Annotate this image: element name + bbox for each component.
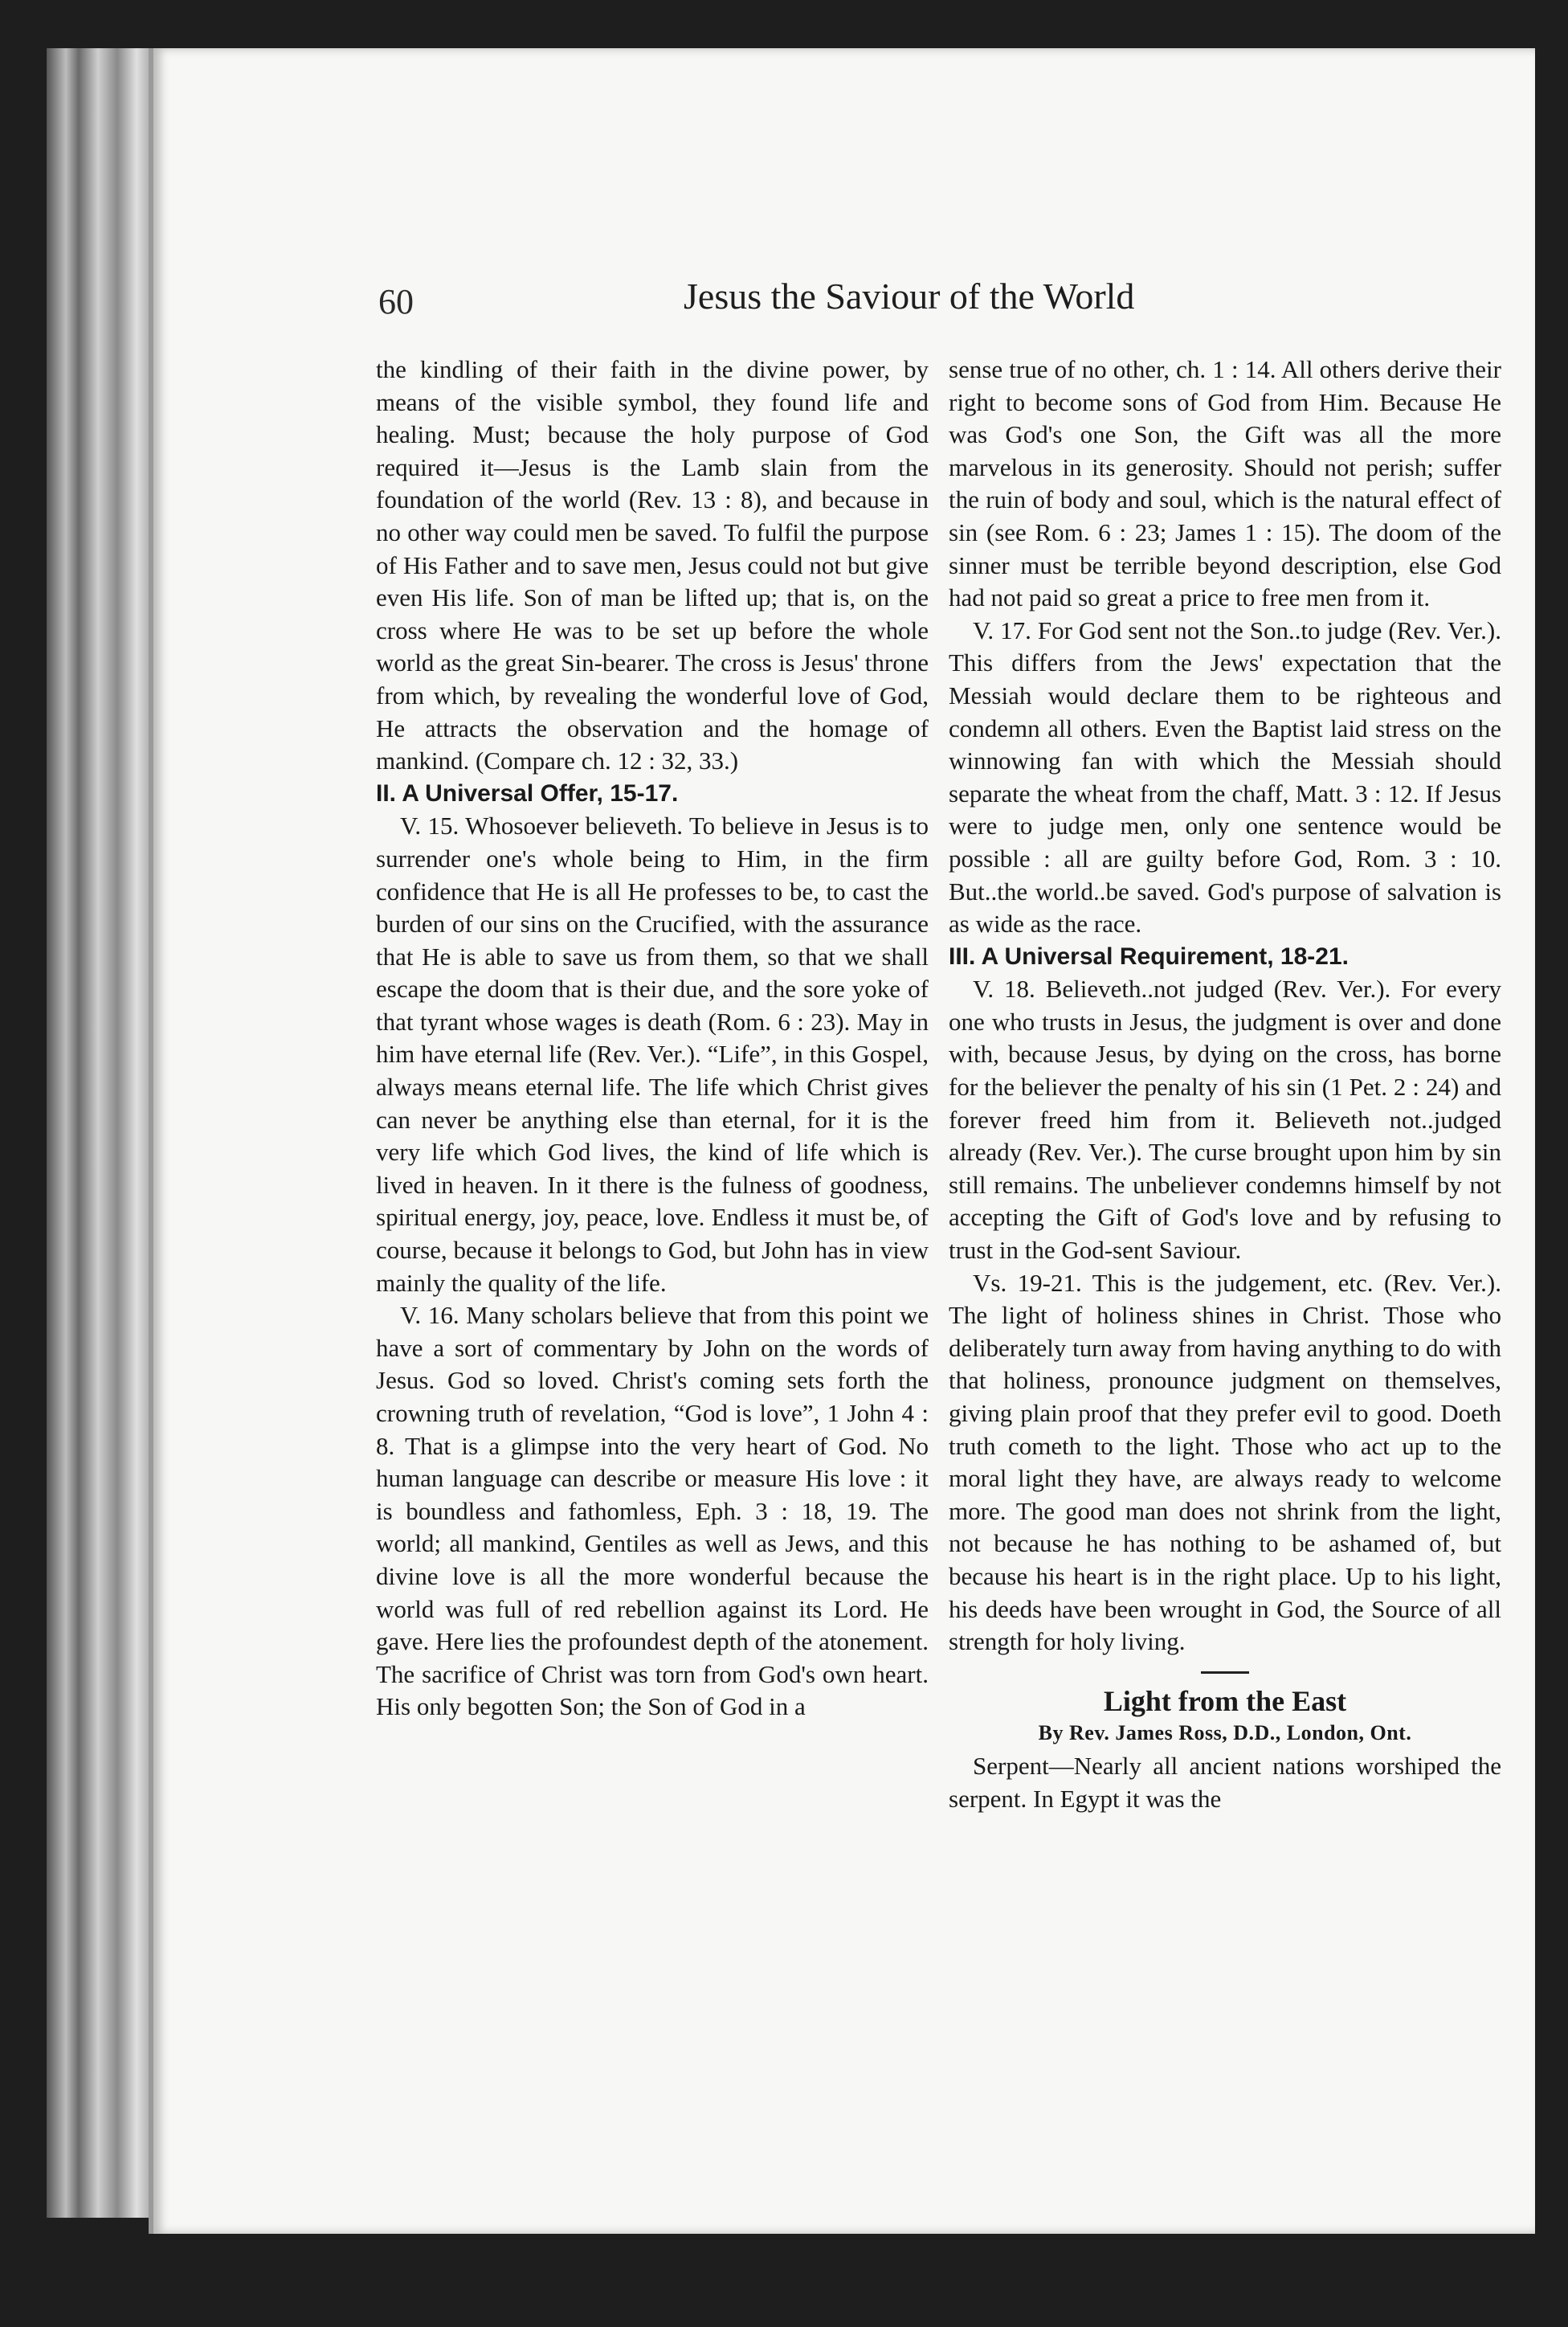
- paragraph-verse-17: V. 17. For God sent not the Son..to judge (Rev. Ver.). This differs from the Jews' expectation that the Messiah would declare them to be righteous and condemn all others. Even the Baptist laid stress on the winnowing fan with which the Messiah should separate the wheat from the chaff, Matt. 3 : 12. If Jesus were to judge men, only one sentence would be possible : all are guilty before God, Rom. 3 : 10. But..the world..be saved. God's purpose of salvation is as wide as the race.: [949, 615, 1501, 939]
- running-title: Jesus the Saviour of the World: [684, 276, 1135, 317]
- page-number: 60: [378, 282, 414, 321]
- right-column: [949, 354, 1501, 1815]
- paragraph-continuation: the kindling of their faith in the divine power, by means of the visible symbol, they found life and healing. Must; because the holy purpose of God required it—Jesus is the Lamb slain from the foundation of the world (Rev. 13 : 8), and because in no other way could men be saved. To fulfil the purpose of His Father and to save men, Jesus could not but give even His life. Son of man be lifted up; that is, on the cross where He was to be set up before the whole world as the great Sin-bearer. The cross is Jesus' throne from which, by revealing the wonderful love of God, He attracts the observation and the homage of mankind. (Compare ch. 12 : 32, 33.): [376, 355, 929, 775]
- article-title: Light from the East: [1103, 1684, 1347, 1717]
- paragraph-verses-19-21: Vs. 19-21. This is the judgement, etc. (Rev. Ver.). The light of holiness shines in Christ. Those who deliberately turn away from having anything to do with that holiness, pronounce judgment on themselves, giving plain proof that they prefer evil to good. Doeth truth cometh to the light. Those who act up to the moral light they have, are always ready to welcome more. The good man does not shrink from the light, not because he has nothing to be ashamed of, but because his heart is in the right place. Up to his light, his deeds have been wrought in God, the Source of all strength for holy living.: [949, 1268, 1501, 1656]
- paragraph-continuation-right: sense true of no other, ch. 1 : 14. All others derive their right to become sons of God from Him. Because He was God's one Son, the Gift was all the more marvelous in its generosity. Should not perish; suffer the ruin of body and soul, which is the natural effect of sin (see Rom. 6 : 23; James 1 : 15). The doom of the sinner must be terrible beyond description, else God had not paid so great a price to free men from it.: [949, 355, 1501, 612]
- paragraph-verse-16: V. 16. Many scholars believe that from this point we have a sort of commentary by John on the words of Jesus. God so loved. Christ's coming sets forth the crowning truth of revelation, “God is love”, 1 John 4 : 8. That is a glimpse into the very heart of God. No human language can describe or measure His love : it is boundless and fathomless, Eph. 3 : 18, 19. The world; all mankind, Gentiles as well as Jews, and this divine love is all the more wonderful because the world was full of red rebellion against its Lord. He gave. Here lies the profoundest depth of the atonement. The sacrifice of Christ was torn from God's own heart. His only begotten Son; the Son of God in a: [376, 1301, 929, 1721]
- paragraph-verse-15: V. 15. Whosoever believeth. To believe in Jesus is to surrender one's whole being to Him, in the firm confidence that He is all He professes to be, to cast the burden of our sins on the Crucified, with the assurance that He is able to save us from them, so that we shall escape the doom that is their due, and the sore yoke of that tyrant whose wages is death (Rom. 6 : 23). May in him have eternal life (Rev. Ver.). “Life”, in this Gospel, always means eternal life. The life which Christ gives can never be anything else than eternal, for it is the very life which God lives, the kind of life which is lived in heaven. In it there is the fulness of goodness, spiritual energy, joy, peace, love. Endless it must be, of course, because it belongs to God, but John has in view mainly the quality of the life.: [376, 812, 929, 1297]
- section-heading-universal-offer: II. A Universal Offer, 15-17.: [376, 779, 679, 807]
- book-page: [149, 48, 1535, 2234]
- running-head: [153, 275, 1535, 331]
- section-divider: [1201, 1671, 1249, 1674]
- article-byline: By Rev. James Ross, D.D., London, Ont.: [1038, 1721, 1412, 1745]
- paragraph-verse-18: V. 18. Believeth..not judged (Rev. Ver.). For every one who trusts in Jesus, the judgment is over and done with, because Jesus, by dying on the cross, has borne for the believer the penalty of his sin (1 Pet. 2 : 24) and forever freed him from it. Believeth not..judged already (Rev. Ver.). The curse brought upon him by sin still remains. The unbeliever condemns himself by not accepting the Gift of God's love and by refusing to trust in the God-sent Saviour.: [949, 975, 1501, 1265]
- paragraph-serpent: Serpent—Nearly all ancient nations worshiped the serpent. In Egypt it was the: [949, 1751, 1501, 1813]
- section-heading-universal-requirement: III. A Universal Requirement, 18-21.: [949, 943, 1349, 970]
- left-column: [376, 354, 929, 1724]
